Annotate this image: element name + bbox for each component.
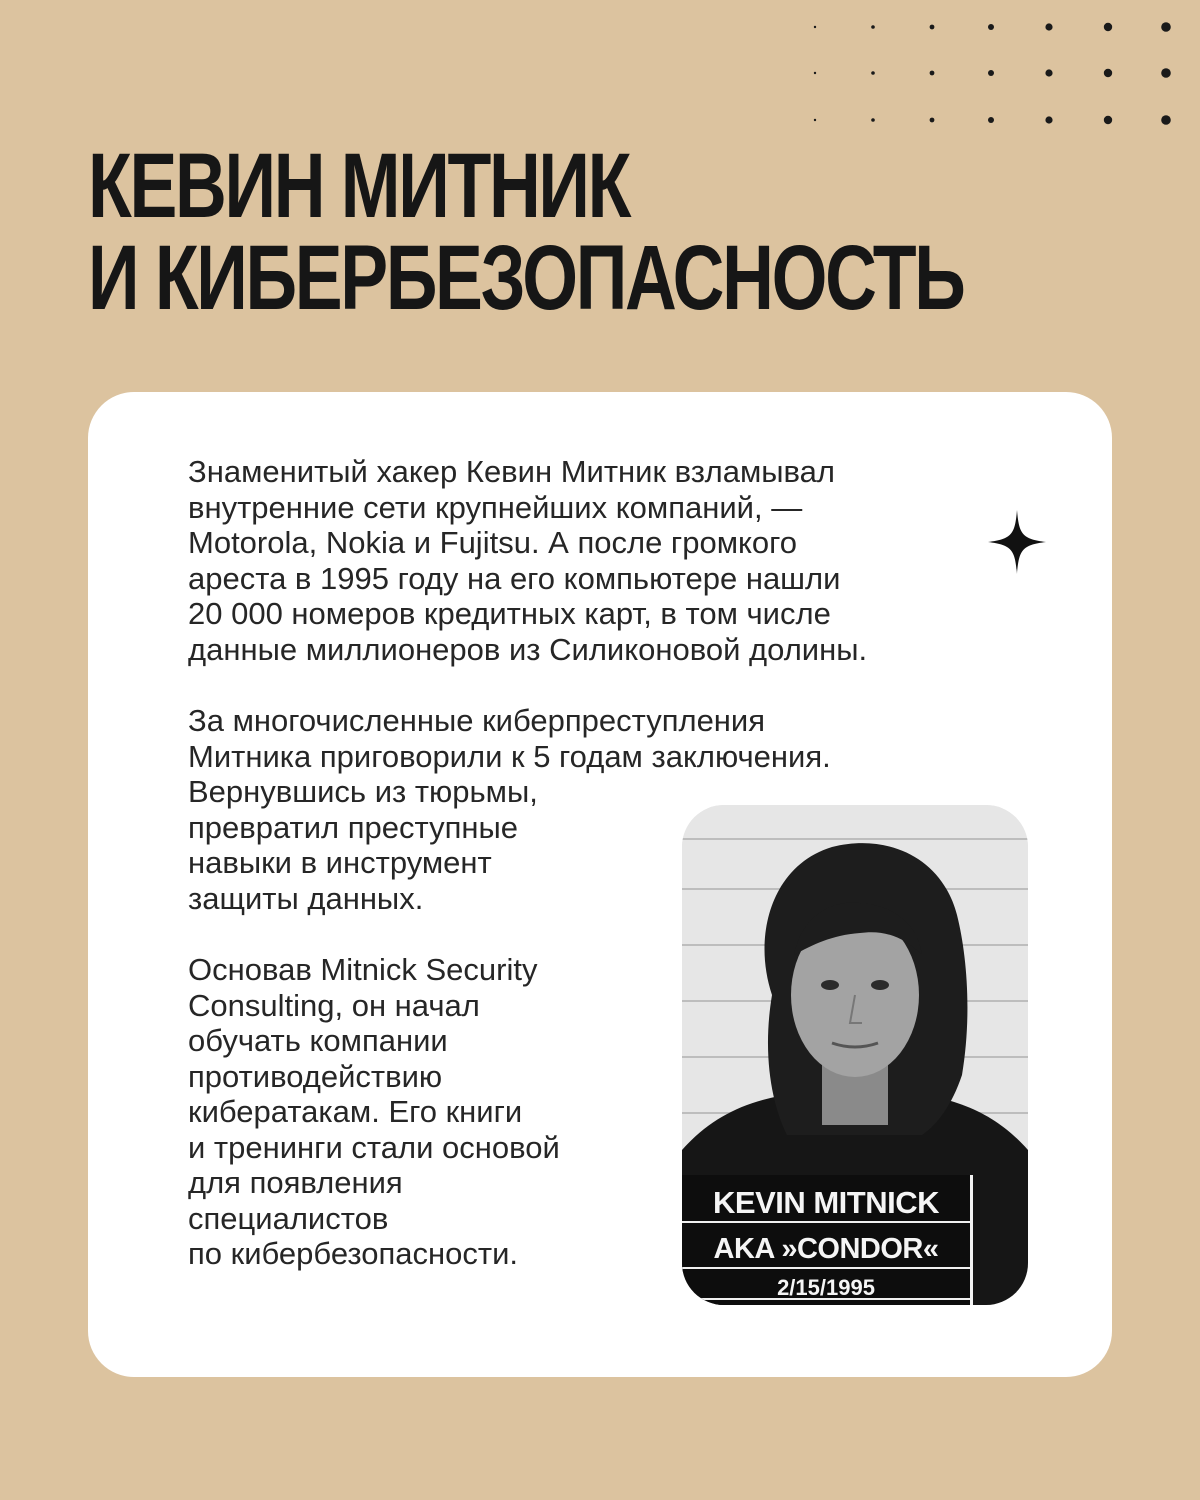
text-line: для появления: [188, 1165, 403, 1200]
placard-rule: [682, 1221, 970, 1223]
text-line: превратил преступные: [188, 809, 518, 845]
placard-alias: AKA »CONDOR«: [713, 1233, 939, 1265]
text-line: данные миллионеров из Силиконовой долины.: [188, 631, 868, 667]
name-placard: [682, 1175, 973, 1305]
text-line: кибератакам. Его книги: [188, 1094, 523, 1129]
text-line: Знаменитый хакер Кевин Митник взламывал: [188, 454, 836, 489]
text-line: внутренние сети крупнейших компаний, —: [188, 489, 803, 525]
text-line: и тренинги стали основой: [188, 1129, 560, 1165]
text-line: 20 000 номеров кредитных карт, в том числе: [188, 596, 831, 631]
placard-name: KEVIN MITNICK: [713, 1185, 939, 1220]
paragraph-gap: [188, 667, 867, 703]
placard-rule: [682, 1267, 970, 1269]
title-line-2: И КИБЕРБЕЗОПАСНОСТЬ: [88, 227, 964, 329]
dot-grid-decoration: [0, 0, 1200, 140]
sparkle-icon: [988, 510, 1046, 574]
content-card: [88, 392, 1112, 1377]
text-line: противодействию: [188, 1058, 443, 1094]
text-line: обучать компании: [188, 1023, 448, 1058]
text-line: ареста в 1995 году на его компьютере нашли: [188, 560, 841, 596]
title-line-1: КЕВИН МИТНИК: [88, 135, 630, 237]
page-title: [88, 135, 964, 329]
text-line: Consulting, он начал: [188, 987, 480, 1023]
placard-date: 2/15/1995: [777, 1275, 875, 1300]
text-line: Основав Mitnick Security: [188, 952, 538, 987]
text-line: защиты данных.: [188, 880, 424, 916]
text-line: навыки в инструмент: [188, 845, 492, 880]
text-line: специалистов: [188, 1200, 389, 1236]
text-line: За многочисленные киберпреступления: [188, 703, 766, 738]
text-line: Вернувшись из тюрьмы,: [188, 774, 538, 809]
text-line: по кибербезопасности.: [188, 1236, 518, 1271]
text-line: Motorola, Nokia и Fujitsu. А после громкого: [188, 525, 798, 560]
text-line: Митника приговорили к 5 годам заключения.: [188, 738, 831, 774]
mugshot-photo: [682, 805, 1028, 1305]
